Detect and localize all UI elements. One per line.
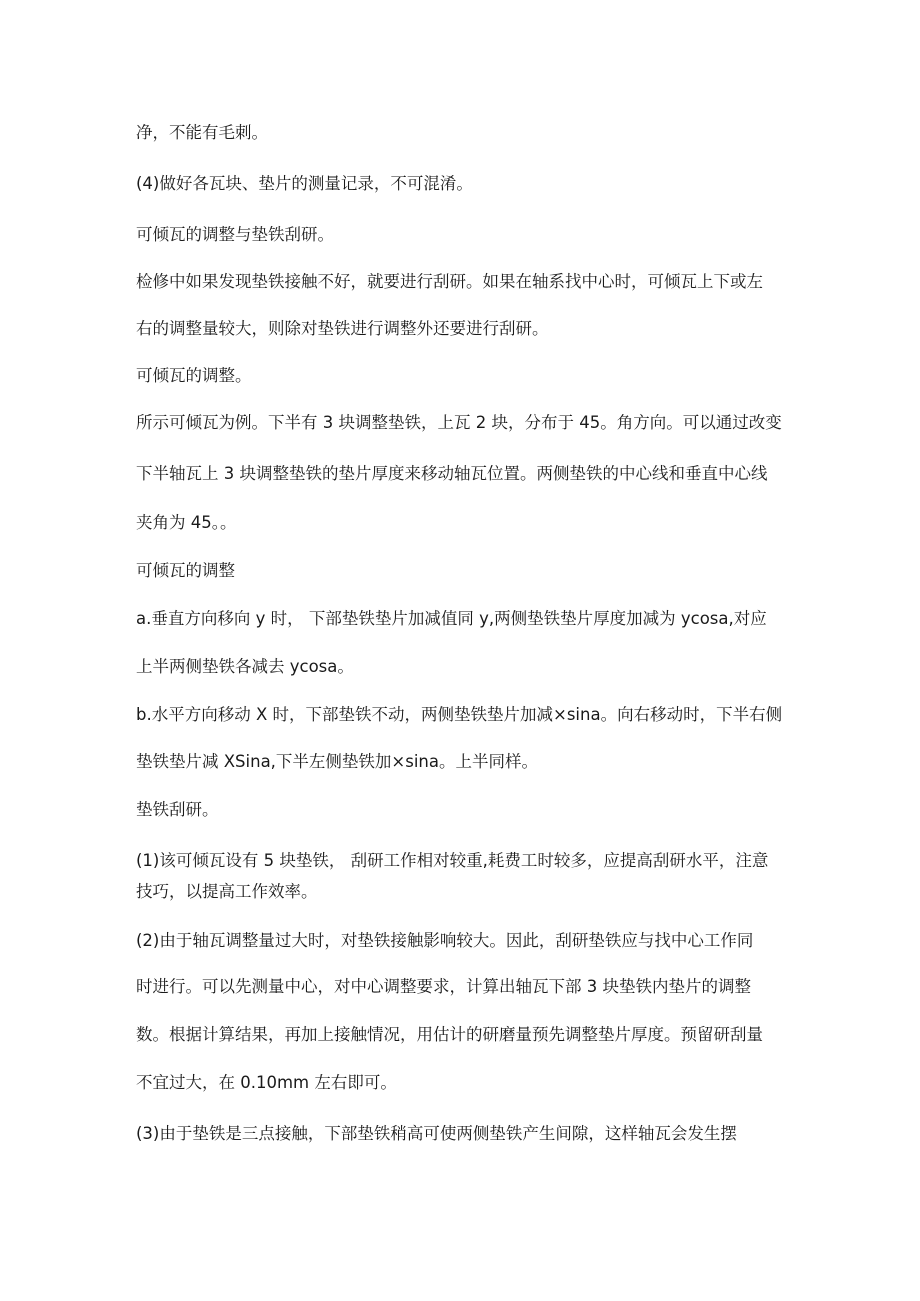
text-line: 可倾瓦的调整。 xyxy=(136,366,252,385)
text-line: (4)做好各瓦块、垫片的测量记录，不可混淆。 xyxy=(136,174,473,193)
text-line: 技巧，以提高工作效率。 xyxy=(136,882,318,901)
text-line: 不宜过大，在 0.10mm 左右即可。 xyxy=(136,1073,397,1092)
text-line: 净，不能有毛刺。 xyxy=(136,123,268,142)
text-line: (2)由于轴瓦调整量过大时，对垫铁接触影响较大。因此，刮研垫铁应与找中心工作同 xyxy=(136,931,754,950)
text-line: 数。根据计算结果，再加上接触情况，用估计的研磨量预先调整垫片厚度。预留研刮量 xyxy=(136,1025,763,1044)
text-line: 下半轴瓦上 3 块调整垫铁的垫片厚度来移动轴瓦位置。两侧垫铁的中心线和垂直中心线 xyxy=(136,464,768,483)
text-line: 可倾瓦的调整与垫铁刮研。 xyxy=(136,225,334,244)
text-line: 垫铁垫片减 XSina,下半左侧垫铁加×sina。上半同样。 xyxy=(136,752,538,771)
text-line: (1)该可倾瓦设有 5 块垫铁， 刮研工作相对较重,耗费工时较多，应提高刮研水平，注意 xyxy=(136,851,769,870)
text-line: 垫铁刮研。 xyxy=(136,800,219,819)
text-line: 夹角为 45。。 xyxy=(136,513,237,532)
text-line: 时进行。可以先测量中心，对中心调整要求，计算出轴瓦下部 3 块垫铁内垫片的调整 xyxy=(136,977,751,996)
text-line: 检修中如果发现垫铁接触不好，就要进行刮研。如果在轴系找中心时，可倾瓦上下或左 xyxy=(136,272,763,291)
text-line: 右的调整量较大，则除对垫铁进行调整外还要进行刮研。 xyxy=(136,319,549,338)
text-line: b.水平方向移动 X 时，下部垫铁不动，两侧垫铁垫片加减×sina。向右移动时，下半右侧 xyxy=(136,705,783,724)
text-line: 所示可倾瓦为例。下半有 3 块调整垫铁，上瓦 2 块，分布于 45。角方向。可以通过改变 xyxy=(136,413,782,432)
text-line: 可倾瓦的调整 xyxy=(136,561,235,580)
text-line: 上半两侧垫铁各减去 ycosa。 xyxy=(136,657,354,676)
text-line: (3)由于垫铁是三点接触，下部垫铁稍高可使两侧垫铁产生间隙，这样轴瓦会发生摆 xyxy=(136,1124,737,1143)
text-line: a.垂直方向移向 y 时， 下部垫铁垫片加减值同 y,两侧垫铁垫片厚度加减为 ycosa,对应 xyxy=(136,609,767,628)
